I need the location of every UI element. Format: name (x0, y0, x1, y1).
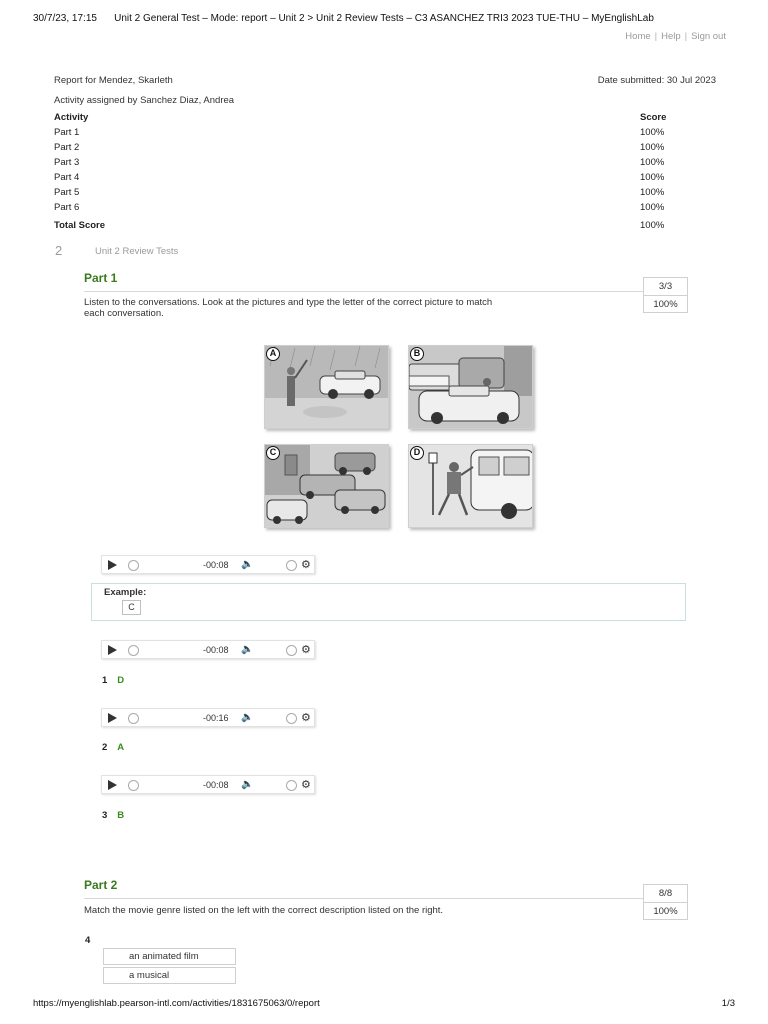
progress-slider-knob[interactable] (128, 645, 139, 656)
assigned-by: Activity assigned by Sanchez Diaz, Andrea (54, 95, 235, 106)
answer-line (102, 742, 124, 753)
volume-icon[interactable]: 🔈 (241, 712, 254, 723)
progress-slider-knob[interactable] (128, 560, 139, 571)
total-score-row (54, 220, 694, 235)
gear-icon[interactable]: ⚙ (301, 779, 311, 791)
table-row (54, 187, 694, 202)
activity-score: 100% (640, 157, 665, 168)
volume-icon[interactable]: 🔈 (241, 644, 254, 655)
score-table-header (54, 112, 694, 127)
print-datetime: 30/7/23, 17:15 (33, 13, 97, 24)
man-running-for-bus-image (408, 444, 533, 528)
activity-score: 100% (640, 187, 665, 198)
gear-icon[interactable]: ⚙ (301, 559, 311, 571)
part-percent: 100% (644, 902, 687, 919)
answer-value: D (117, 675, 125, 686)
example-answer: C (122, 600, 141, 615)
activity-score: 100% (640, 142, 665, 153)
print-page-title: Unit 2 General Test – Mode: report – Unit 2 > Unit 2 Review Tests – C3 ASANCHEZ TRI3 2023 TUE-THU – MyEnglishLab (114, 13, 654, 24)
audio-player (101, 640, 315, 659)
taxi-in-traffic-image (408, 345, 533, 429)
print-footer (33, 998, 735, 1009)
progress-slider-knob[interactable] (128, 780, 139, 791)
score-column-header: Score (640, 112, 667, 123)
part-points: 8/8 (658, 888, 673, 899)
woman-hailing-taxi-in-rain-image (264, 345, 389, 429)
progress-slider-knob[interactable] (128, 713, 139, 724)
activity-score: 100% (640, 202, 665, 213)
time-remaining: -00:16 (203, 713, 229, 723)
date-submitted: Date submitted: 30 Jul 2023 (597, 75, 716, 86)
audio-player (101, 708, 315, 727)
genre-item[interactable]: an animated film (103, 948, 236, 965)
print-header (33, 13, 735, 27)
part-1-score-box (643, 277, 688, 313)
play-icon[interactable] (108, 645, 117, 655)
play-icon[interactable] (108, 713, 117, 723)
activity-name: Part 2 (54, 142, 80, 153)
part-1-instructions (84, 297, 492, 319)
part-divider (84, 898, 644, 899)
answer-line (102, 675, 124, 686)
part-divider (84, 291, 644, 292)
part-2-score-box (643, 884, 688, 920)
time-remaining: -00:08 (203, 780, 229, 790)
activity-score: 100% (640, 127, 665, 138)
part-2-heading: Part 2 (84, 878, 118, 892)
example-box (91, 583, 686, 621)
volume-icon[interactable]: 🔈 (241, 559, 254, 570)
top-nav (625, 31, 726, 42)
picture-letter: A (266, 347, 280, 361)
table-row (54, 157, 694, 172)
activity-name: Part 4 (54, 172, 80, 183)
activity-name: Part 3 (54, 157, 80, 168)
instructions-line: Listen to the conversations. Look at the pictures and type the letter of the correct picture to match (84, 297, 493, 308)
activity-column-header: Activity (54, 112, 89, 123)
table-row (54, 142, 694, 157)
home-link[interactable]: Home (625, 31, 651, 42)
activity-score: 100% (640, 172, 665, 183)
total-score-label: Total Score (54, 220, 106, 231)
audio-player (101, 775, 315, 794)
volume-icon[interactable]: 🔈 (241, 779, 254, 790)
part-percent: 100% (644, 295, 687, 312)
volume-slider-knob[interactable] (286, 560, 297, 571)
volume-slider-knob[interactable] (286, 780, 297, 791)
table-row (54, 172, 694, 187)
activity-name: Part 5 (54, 187, 80, 198)
help-link[interactable]: Help (661, 31, 681, 42)
page-number: 1/3 (721, 998, 735, 1009)
time-remaining: -00:08 (203, 560, 229, 570)
picture-letter: C (266, 446, 280, 460)
answer-value: A (117, 742, 125, 753)
score-table (54, 112, 694, 235)
part-1-heading: Part 1 (84, 271, 118, 285)
time-remaining: -00:08 (203, 645, 229, 655)
nav-separator: | (654, 31, 658, 42)
picture-letter: D (410, 446, 424, 460)
example-label: Example: (104, 587, 147, 598)
question-number: 1 (102, 675, 108, 686)
section-number: 2 (55, 243, 63, 258)
answer-value: B (117, 810, 125, 821)
audio-player (101, 555, 315, 574)
gear-icon[interactable]: ⚙ (301, 644, 311, 656)
part-points: 3/3 (658, 281, 673, 292)
total-score-value: 100% (640, 220, 665, 231)
activity-name: Part 1 (54, 127, 80, 138)
picture-letter: B (410, 347, 424, 361)
gear-icon[interactable]: ⚙ (301, 712, 311, 724)
play-icon[interactable] (108, 560, 117, 570)
report-for: Report for Mendez, Skarleth (54, 75, 173, 86)
answer-line (102, 810, 124, 821)
table-row (54, 127, 694, 142)
section-title: Unit 2 Review Tests (95, 246, 179, 257)
play-icon[interactable] (108, 780, 117, 790)
volume-slider-knob[interactable] (286, 645, 297, 656)
question-number: 4 (85, 935, 91, 946)
genre-item[interactable]: a musical (103, 967, 236, 984)
parked-cars-street-image (264, 444, 389, 528)
sign-out-link[interactable]: Sign out (691, 31, 726, 42)
activity-name: Part 6 (54, 202, 80, 213)
part-2-instructions: Match the movie genre listed on the left with the correct description listed on the right. (84, 905, 444, 916)
question-number: 3 (102, 810, 108, 821)
instructions-line: each conversation. (84, 308, 164, 319)
table-row (54, 202, 694, 217)
question-number: 2 (102, 742, 108, 753)
print-url: https://myenglishlab.pearson-intl.com/activities/1831675063/0/report (33, 998, 320, 1009)
nav-separator: | (684, 31, 688, 42)
volume-slider-knob[interactable] (286, 713, 297, 724)
